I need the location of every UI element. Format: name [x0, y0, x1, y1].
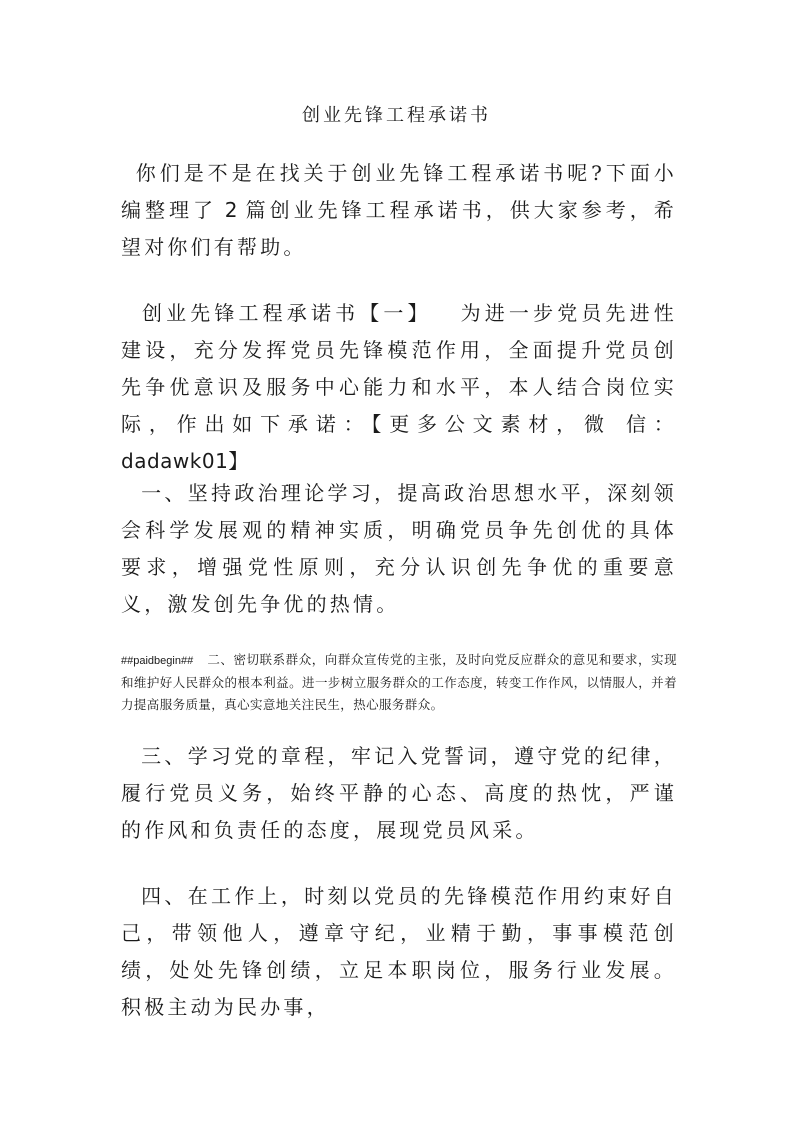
section-one-heading: 创业先锋工程承诺书【一】 — [141, 301, 432, 325]
item-one-text: 一、坚持政治理论学习，提高政治思想水平，深刻领会科学发展观的精神实质，明确党员争先创优的具体要求，增强党性原则，充分认识创先争优的重要意义，激发创先争优的热情。 — [121, 481, 677, 616]
item-four-paragraph — [121, 878, 677, 1026]
item-three-text: 三、学习党的章程，牢记入党誓词，遵守党的纪律，履行党员义务，始终平静的心态、高度的热忱，严谨的作风和负责任的态度，展现党员风采。 — [121, 744, 677, 842]
promo-id: dadawk01 — [121, 449, 229, 473]
paid-begin-marker: ##paidbegin## — [121, 655, 194, 667]
intro-text-a: 你们是不是在找关于创业先锋工程承诺书呢?下面小编整理了 — [121, 161, 677, 222]
intro-count: 2 — [217, 198, 246, 222]
item-two-paragraph — [121, 649, 677, 716]
section-one-text: 为进一步党员先进性建设，充分发挥党员先锋模范作用，全面提升党员创先争优意识及服务中心能力和水平，本人结合岗位实际，作出如下承诺： — [121, 301, 677, 436]
promo-suffix: 】 — [228, 449, 252, 473]
item-one-paragraph — [121, 475, 677, 623]
intro-paragraph — [121, 155, 677, 266]
item-three-paragraph — [121, 738, 677, 849]
section-one-paragraph — [121, 295, 677, 480]
document-title: 创业先锋工程承诺书 — [302, 105, 491, 126]
promo-prefix: 【更多公文素材，微 信： — [371, 412, 677, 436]
intro-text-b: 篇创业先锋工程承诺书，供大家参考，希望对你们有帮助。 — [121, 198, 677, 259]
item-two-text: 二、密切联系群众，向群众宣传党的主张，及时向党反应群众的意见和要求，实现和维护好人民群众的根本利益。进一步树立服务群众的工作态度，转变工作作风，以情服人，并着力提高服务质量，真心实意地关注民生，热心服务群众。 — [121, 652, 677, 712]
item-four-text: 四、在工作上，时刻以党员的先锋模范作用约束好自己，带领他人，遵章守纪，业精于勤，事事模范创绩，处处先锋创绩，立足本职岗位，服务行业发展。积极主动为民办事， — [121, 884, 677, 1019]
